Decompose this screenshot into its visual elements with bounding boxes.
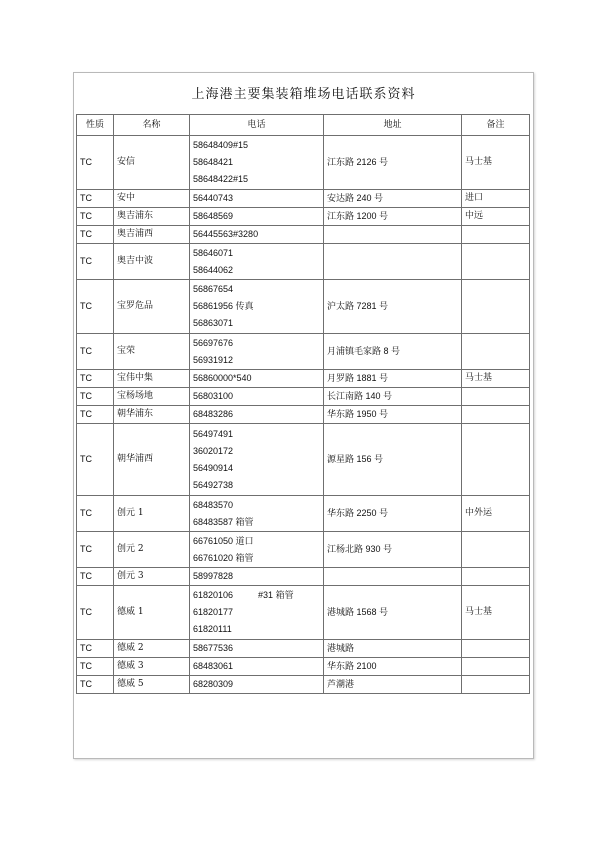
phone-number: 66761020 箱管 [193, 552, 254, 563]
cell-name: 朝华浦东 [114, 406, 190, 424]
cell-address: 华东路 2100 [324, 658, 462, 676]
phone-number: 61820111 [193, 624, 232, 634]
cell-address: 港城路 1568 号 [324, 586, 462, 640]
cell-note: 马士基 [462, 370, 530, 388]
phone-number: 56697676 [193, 337, 234, 348]
cell-address [324, 568, 462, 586]
cell-address: 芦潮港 [324, 676, 462, 694]
cell-name: 奥吉中波 [114, 244, 190, 280]
cell-name: 安中 [114, 190, 190, 208]
cell-address [324, 226, 462, 244]
cell-type: TC [77, 280, 114, 334]
cell-address: 江杨北路 930 号 [324, 532, 462, 568]
cell-address: 安达路 240 号 [324, 190, 462, 208]
column-header-address: 地址 [324, 115, 462, 136]
cell-address: 华东路 2250 号 [324, 496, 462, 532]
cell-address: 沪太路 7281 号 [324, 280, 462, 334]
column-header-name: 名称 [114, 115, 190, 136]
cell-type: TC [77, 406, 114, 424]
phone-number: 66761050 道口 [193, 535, 254, 546]
cell-name: 宝荣 [114, 334, 190, 370]
cell-name: 创元 1 [114, 496, 190, 532]
column-header-phone: 电话 [190, 115, 324, 136]
table-row [77, 640, 530, 658]
phone-number: 58677536 [193, 643, 234, 653]
cell-phone [190, 676, 324, 694]
table-row [77, 406, 530, 424]
phone-number: 61820177 [193, 607, 234, 617]
cell-phone [190, 658, 324, 676]
cell-type: TC [77, 424, 114, 496]
phone-number: 36020172 [193, 445, 234, 456]
cell-type: TC [77, 334, 114, 370]
cell-name: 创元 2 [114, 532, 190, 568]
cell-phone [190, 208, 324, 226]
cell-name: 朝华浦西 [114, 424, 190, 496]
cell-type: TC [77, 190, 114, 208]
cell-note [462, 406, 530, 424]
cell-type: TC [77, 496, 114, 532]
cell-note [462, 244, 530, 280]
cell-phone [190, 190, 324, 208]
cell-type: TC [77, 136, 114, 190]
phone-number: 56861956 传真 [193, 301, 254, 311]
cell-note [462, 226, 530, 244]
table-row [77, 136, 530, 190]
cell-note [462, 568, 530, 586]
cell-name: 德威 2 [114, 640, 190, 658]
table-row [77, 586, 530, 640]
table-row [77, 190, 530, 208]
cell-phone [190, 496, 324, 532]
cell-address: 港城路 [324, 640, 462, 658]
cell-note: 马士基 [462, 136, 530, 190]
phone-number: 58648422#15 [193, 174, 249, 184]
cell-address: 江东路 1200 号 [324, 208, 462, 226]
phone-number: 58646071 [193, 247, 234, 258]
table-row [77, 208, 530, 226]
document-title: 上海港主要集装箱堆场电话联系资料 [191, 87, 416, 102]
cell-note: 中外运 [462, 496, 530, 532]
cell-phone [190, 388, 324, 406]
cell-phone [190, 226, 324, 244]
phone-number: 56490914 [193, 462, 234, 473]
cell-name: 德威 3 [114, 658, 190, 676]
cell-note [462, 640, 530, 658]
phone-number: 56440743 [193, 193, 234, 203]
table-row [77, 334, 530, 370]
table-row [77, 676, 530, 694]
cell-note: 进口 [462, 190, 530, 208]
phone-number: 61820106 #31 箱管 [193, 590, 294, 600]
cell-address: 江东路 2126 号 [324, 136, 462, 190]
cell-name: 安信 [114, 136, 190, 190]
cell-phone [190, 136, 324, 190]
column-header-note: 备注 [462, 115, 530, 136]
phone-number: 56445563#3280 [193, 229, 259, 239]
cell-phone [190, 424, 324, 496]
phone-number: 68280309 [193, 679, 234, 689]
cell-phone [190, 280, 324, 334]
table-row [77, 496, 530, 532]
cell-phone [190, 640, 324, 658]
cell-note [462, 658, 530, 676]
cell-phone [190, 568, 324, 586]
cell-phone [190, 334, 324, 370]
cell-type: TC [77, 370, 114, 388]
cell-type: TC [77, 640, 114, 658]
cell-name: 德威 5 [114, 676, 190, 694]
cell-type: TC [77, 532, 114, 568]
cell-address: 华东路 1950 号 [324, 406, 462, 424]
cell-address: 月罗路 1881 号 [324, 370, 462, 388]
phone-number: 56492738 [193, 479, 234, 490]
phone-number: 58644062 [193, 264, 234, 275]
phone-number: 56860000*540 [193, 373, 252, 383]
table-row [77, 532, 530, 568]
contact-table [76, 114, 530, 694]
phone-number: 56863071 [193, 318, 234, 328]
table-row [77, 658, 530, 676]
table-row [77, 244, 530, 280]
table-row [77, 280, 530, 334]
cell-name: 宝杨场地 [114, 388, 190, 406]
phone-number: 58997828 [193, 571, 234, 581]
table-body [77, 136, 530, 694]
table-row [77, 370, 530, 388]
phone-number: 58648421 [193, 157, 234, 167]
cell-address: 源星路 156 号 [324, 424, 462, 496]
cell-address: 月浦镇毛家路 8 号 [324, 334, 462, 370]
cell-name: 创元 3 [114, 568, 190, 586]
cell-note: 马士基 [462, 586, 530, 640]
cell-phone [190, 406, 324, 424]
cell-note [462, 280, 530, 334]
phone-number: 56931912 [193, 354, 234, 365]
cell-type: TC [77, 676, 114, 694]
phone-number: 56803100 [193, 391, 234, 401]
document-page [73, 72, 534, 759]
cell-note [462, 334, 530, 370]
table-row [77, 388, 530, 406]
cell-phone [190, 532, 324, 568]
phone-number: 68483061 [193, 661, 234, 671]
table-row [77, 568, 530, 586]
cell-note [462, 532, 530, 568]
phone-number: 68483570 [193, 499, 234, 510]
cell-name: 奥吉浦西 [114, 226, 190, 244]
cell-phone [190, 586, 324, 640]
cell-name: 奥吉浦东 [114, 208, 190, 226]
table-row [77, 226, 530, 244]
cell-type: TC [77, 568, 114, 586]
cell-type: TC [77, 658, 114, 676]
cell-note [462, 424, 530, 496]
cell-type: TC [77, 226, 114, 244]
cell-address [324, 244, 462, 280]
cell-type: TC [77, 208, 114, 226]
cell-note: 中远 [462, 208, 530, 226]
cell-name: 德威 1 [114, 586, 190, 640]
column-header-type: 性质 [77, 115, 114, 136]
table-header-row [77, 115, 530, 136]
phone-number: 68483286 [193, 409, 234, 419]
phone-number: 58648569 [193, 211, 234, 221]
phone-number: 58648409#15 [193, 140, 249, 150]
cell-phone [190, 370, 324, 388]
cell-note [462, 676, 530, 694]
cell-type: TC [77, 586, 114, 640]
cell-name: 宝伟中集 [114, 370, 190, 388]
cell-type: TC [77, 388, 114, 406]
phone-number: 56867654 [193, 284, 234, 294]
cell-note [462, 388, 530, 406]
cell-phone [190, 244, 324, 280]
phone-number: 56497491 [193, 428, 234, 439]
cell-name: 宝罗危品 [114, 280, 190, 334]
phone-number: 68483587 箱管 [193, 516, 254, 527]
cell-address: 长江南路 140 号 [324, 388, 462, 406]
cell-type: TC [77, 244, 114, 280]
table-row [77, 424, 530, 496]
